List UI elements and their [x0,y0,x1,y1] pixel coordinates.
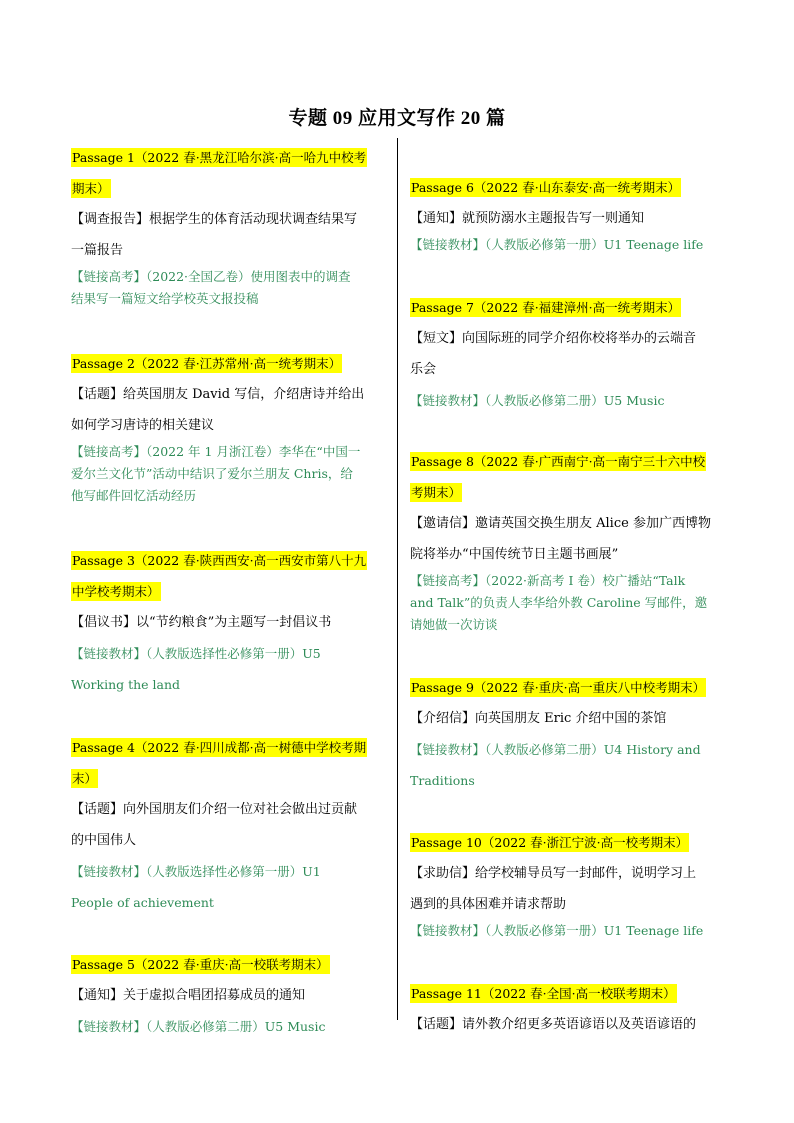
task-line: 【求助信】给学校辅导员写一封邮件，说明学习上 [410,866,697,881]
task-line: 一篇报告 [71,243,124,258]
link-line: 请她做一次访谈 [410,617,498,632]
passage-6 [410,172,722,256]
link-line: 结果写一篇短文给学校英文报投稿 [71,291,259,306]
passage-heading: Passage 4（2022 春·四川成都·高一树德中学校考期 [72,740,367,755]
task-line: 【倡议书】以“节约粮食”为主题写一封倡议书 [71,615,332,630]
page-title: 专题 09 应用文写作 20 篇 [288,108,506,129]
task-line: 【话题】请外教介绍更多英语谚语以及英语谚语的 [410,1017,697,1032]
passage-heading: Passage 5（2022 春·重庆·高一校联考期末） [72,957,329,972]
link-line: 【链接教材】（人教版选择性必修第一册）U1 [71,864,321,879]
link-line: People of achievement [71,895,214,910]
passage-heading: Passage 8（2022 春·广西南宁·高一南宁三十六中校 [411,454,706,469]
passage-heading: Passage 7（2022 春·福建漳州·高一统考期末） [411,300,681,315]
link-line: and Talk”的负责人李华给外教 Caroline 写邮件，邀 [410,595,708,610]
column-divider [397,138,398,1020]
link-line: 【链接教材】（人教版必修第二册）U5 Music [71,1019,326,1034]
passage-1 [71,142,383,310]
passage-heading: Passage 9（2022 春·重庆·高一重庆八中校考期末） [411,680,706,695]
passage-heading: Passage 2（2022 春·江苏常州·高一统考期末） [72,356,342,371]
left-column [71,142,383,1042]
link-line: 【链接高考】（2022·新高考 I 卷）校广播站“Talk [410,573,686,588]
passage-heading-cont: 中学校考期末） [72,584,160,599]
link-line: 【链接教材】（人教版必修第一册）U1 Teenage life [410,237,704,252]
task-line: 【话题】给英国朋友 David 写信，介绍唐诗并给出 [71,387,365,402]
passage-3 [71,545,383,700]
passage-9 [410,672,722,796]
task-line: 【介绍信】向英国朋友 Eric 介绍中国的茶馆 [410,711,667,726]
link-line: 【链接教材】（人教版必修第二册）U4 History and [410,742,701,757]
passage-heading: Passage 3（2022 春·陕西西安·高一西安市第八十九 [72,553,367,568]
passage-11 [410,978,722,1040]
passage-heading: Passage 10（2022 春·浙江宁波·高一校考期末） [411,835,689,850]
task-line: 【短文】向国际班的同学介绍你校将举办的云端音 [410,331,697,346]
task-line: 【通知】就预防溺水主题报告写一则通知 [410,211,645,226]
passage-heading-cont: 期末） [72,181,110,196]
task-line: 如何学习唐诗的相关建议 [71,418,215,433]
task-line: 【通知】关于虚拟合唱团招募成员的通知 [71,988,306,1003]
passage-5 [71,949,383,1042]
task-line: 院将举办“中国传统节日主题书画展” [410,547,619,562]
passage-8 [410,446,722,636]
task-line: 【话题】向外国朋友们介绍一位对社会做出过贡献 [71,802,358,817]
passage-2 [71,348,383,507]
link-line: 爱尔兰文化节”活动中结识了爱尔兰朋友 Chris，给 [71,466,353,481]
task-line: 的中国伟人 [71,833,137,848]
link-line: Traditions [410,773,475,788]
task-line: 【邀请信】邀请英国交换生朋友 Alice 参加广西博物 [410,516,711,531]
passage-heading-cont: 末） [72,771,98,786]
link-line: 【链接教材】（人教版选择性必修第一册）U5 [71,646,321,661]
link-line: 【链接高考】（2022 年 1 月浙江卷）李华在“中国一 [71,444,361,459]
link-line: 【链接高考】（2022·全国乙卷）使用图表中的调查 [71,269,351,284]
passage-heading: Passage 1（2022 春·黑龙江哈尔滨·高一哈九中校考 [72,150,367,165]
right-column [410,172,722,1040]
link-line: 【链接教材】（人教版必修第一册）U1 Teenage life [410,923,704,938]
passage-heading: Passage 11（2022 春·全国·高一校联考期末） [411,986,676,1001]
task-line: 遇到的具体困难并请求帮助 [410,897,567,912]
task-line: 【调查报告】根据学生的体育活动现状调查结果写 [71,212,358,227]
link-line: Working the land [71,677,181,692]
passage-4 [71,732,383,918]
task-line: 乐会 [410,362,437,377]
link-line: 他写邮件回忆活动经历 [71,488,197,503]
passage-10 [410,827,722,942]
passage-heading: Passage 6（2022 春·山东泰安·高一统考期末） [411,180,681,195]
passage-heading-cont: 考期末） [411,485,462,500]
passage-7 [410,292,722,416]
link-line: 【链接教材】（人教版必修第二册）U5 Music [410,393,665,408]
